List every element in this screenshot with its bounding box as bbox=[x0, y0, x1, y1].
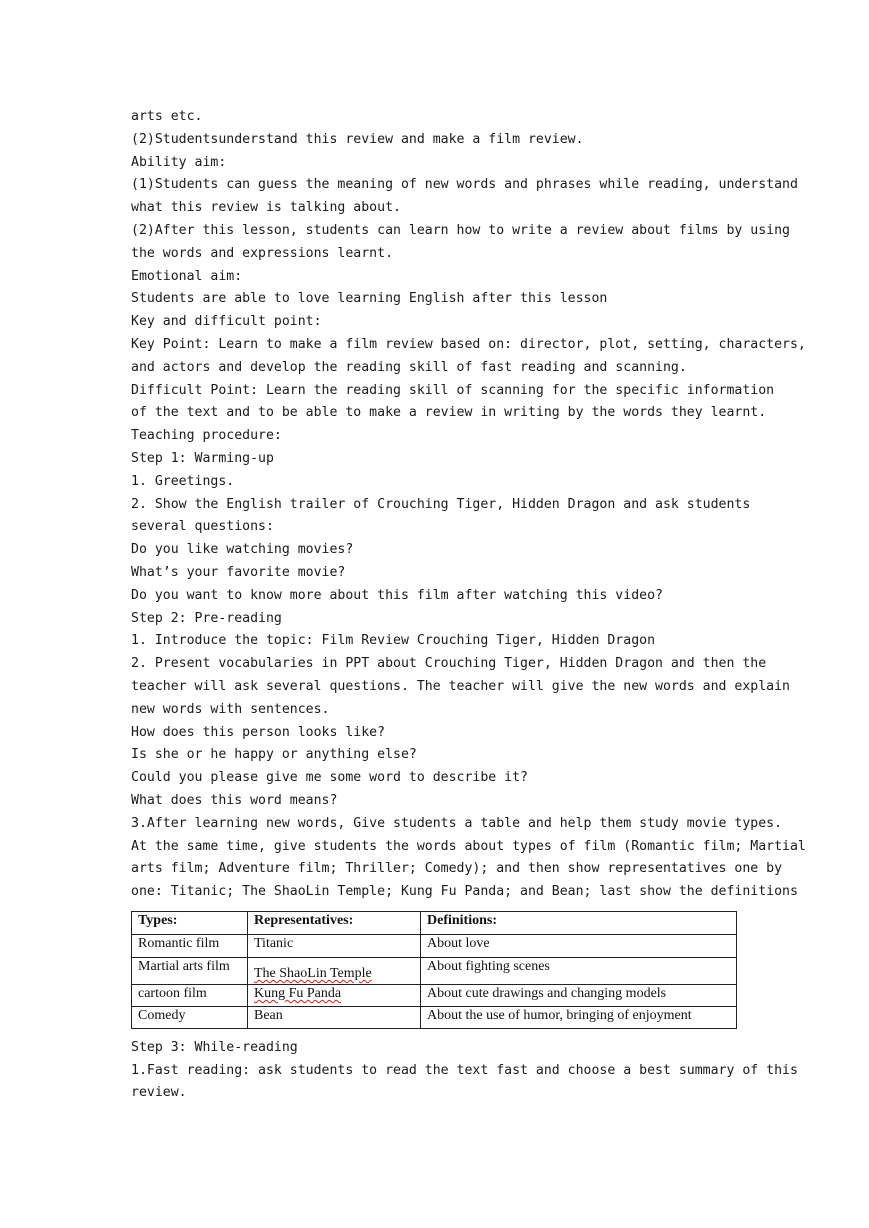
cell-type: cartoon film bbox=[132, 984, 248, 1006]
text-line: new words with sentences. bbox=[131, 701, 330, 717]
paragraph-block-top bbox=[131, 106, 806, 904]
cell-definition: About the use of humor, bringing of enjoyment bbox=[421, 1006, 737, 1028]
text-line: teacher will ask several questions. The teacher will give the new words and explain bbox=[131, 678, 790, 694]
header-types: Types: bbox=[132, 911, 248, 934]
text-line: At the same time, give students the words about types of film (Romantic film; Martial bbox=[131, 838, 806, 854]
header-definitions: Definitions: bbox=[421, 911, 737, 934]
document-page bbox=[131, 106, 806, 1105]
text-line: arts film; Adventure film; Thriller; Comedy); and then show representatives one by bbox=[131, 861, 783, 877]
text-line: Step 1: Warming-up bbox=[131, 450, 274, 466]
text-line: of the text and to be able to make a review in writing by the words they learnt. bbox=[131, 405, 767, 421]
text-line: Teaching procedure: bbox=[131, 428, 282, 444]
text-line: the words and expressions learnt. bbox=[131, 245, 394, 261]
text-line: Do you want to know more about this film after watching this video? bbox=[131, 587, 663, 603]
text-line: Students are able to love learning English after this lesson bbox=[131, 291, 608, 307]
table-header-row bbox=[132, 911, 737, 934]
text-line: 1. Greetings. bbox=[131, 473, 235, 489]
cell-representative bbox=[248, 957, 421, 984]
text-line: Ability aim: bbox=[131, 154, 227, 170]
paragraph-block-bottom bbox=[131, 1037, 798, 1105]
text-line: Step 2: Pre-reading bbox=[131, 610, 282, 626]
cell-representative: Titanic bbox=[248, 934, 421, 957]
text-line: review. bbox=[131, 1085, 187, 1101]
table-row bbox=[132, 984, 737, 1006]
movie-types-table bbox=[131, 911, 737, 1029]
cell-type: Romantic film bbox=[132, 934, 248, 957]
table-row bbox=[132, 957, 737, 984]
text-line: How does this person looks like? bbox=[131, 724, 386, 740]
cell-representative-text: The ShaoLin Temple bbox=[254, 965, 372, 981]
text-line: 2. Present vocabularies in PPT about Crouching Tiger, Hidden Dragon and then the bbox=[131, 656, 767, 672]
text-line: Do you like watching movies? bbox=[131, 542, 354, 558]
text-line: Difficult Point: Learn the reading skill of scanning for the specific information bbox=[131, 382, 775, 398]
text-line: 1. Introduce the topic: Film Review Crouching Tiger, Hidden Dragon bbox=[131, 633, 656, 649]
text-line: (2)Studentsunderstand this review and make a film review. bbox=[131, 131, 584, 147]
text-line: What does this word means? bbox=[131, 792, 338, 808]
text-line: What’s your favorite movie? bbox=[131, 564, 346, 580]
header-representatives: Representatives: bbox=[248, 911, 421, 934]
cell-representative-text: Kung Fu Panda bbox=[254, 985, 342, 1001]
text-line: Key and difficult point: bbox=[131, 314, 322, 330]
cell-representative: Bean bbox=[248, 1006, 421, 1028]
text-line: Is she or he happy or anything else? bbox=[131, 747, 417, 763]
text-line: and actors and develop the reading skill of fast reading and scanning. bbox=[131, 359, 687, 375]
text-line: 1.Fast reading: ask students to read the text fast and choose a best summary of this bbox=[131, 1062, 798, 1078]
text-line: one: Titanic; The ShaoLin Temple; Kung Fu Panda; and Bean; last show the definitions bbox=[131, 884, 798, 900]
text-line: Emotional aim: bbox=[131, 268, 243, 284]
table-row bbox=[132, 1006, 737, 1028]
cell-representative bbox=[248, 984, 421, 1006]
text-line: arts etc. bbox=[131, 109, 203, 124]
text-line: several questions: bbox=[131, 519, 274, 535]
cell-type: Martial arts film bbox=[132, 957, 248, 984]
cell-definition: About love bbox=[421, 934, 737, 957]
text-line: (2)After this lesson, students can learn how to write a review about films by using bbox=[131, 222, 790, 238]
cell-definition: About cute drawings and changing models bbox=[421, 984, 737, 1006]
text-line: Could you please give me some word to describe it? bbox=[131, 770, 528, 786]
text-line: Key Point: Learn to make a film review based on: director, plot, setting, characters, bbox=[131, 336, 806, 352]
table-row bbox=[132, 934, 737, 957]
text-line: 3.After learning new words, Give students a table and help them study movie types. bbox=[131, 815, 783, 831]
text-line: Step 3: While-reading bbox=[131, 1039, 298, 1055]
text-line: what this review is talking about. bbox=[131, 200, 401, 216]
text-line: 2. Show the English trailer of Crouching Tiger, Hidden Dragon and ask students bbox=[131, 496, 751, 512]
cell-type: Comedy bbox=[132, 1006, 248, 1028]
text-line: (1)Students can guess the meaning of new words and phrases while reading, understand bbox=[131, 177, 798, 193]
cell-definition: About fighting scenes bbox=[421, 957, 737, 984]
